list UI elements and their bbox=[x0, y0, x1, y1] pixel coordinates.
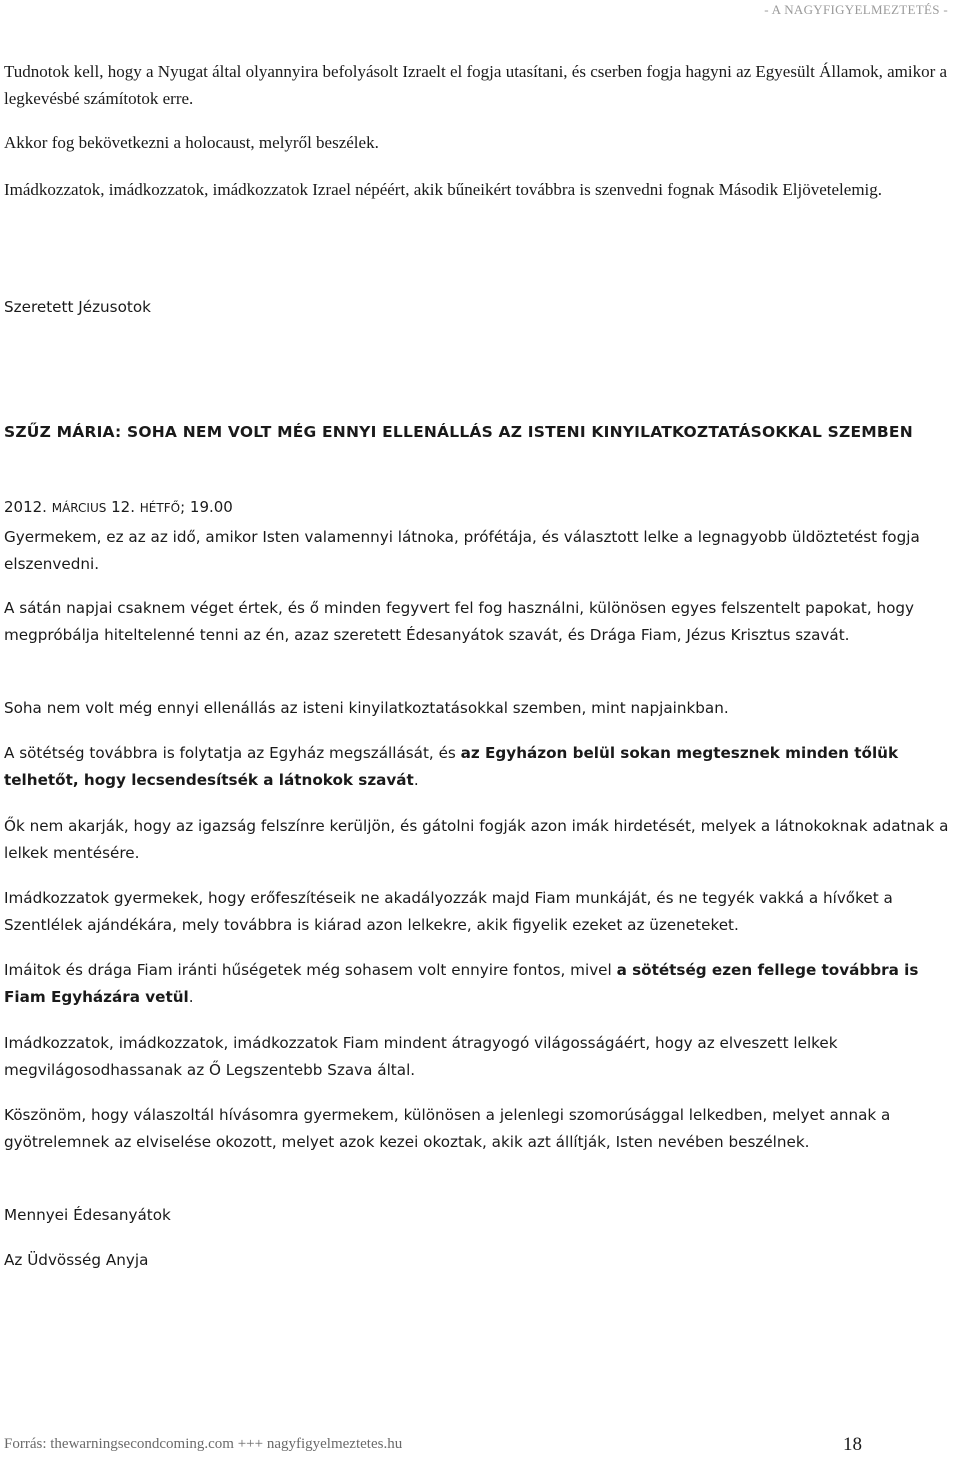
message-paragraph-9: Köszönöm, hogy válaszoltál hívásomra gyermekem, különösen a jelenlegi szomorúsággal lelkedben, melyet annak a gyötrelemnek az elviselése okozott, melyet azok kezei okoztak, akik azt állítják, Isten nevében beszélnek. bbox=[4, 1106, 891, 1151]
paragraph-7-text: Imáitok és drága Fiam iránti hűségetek még sohasem volt ennyire fontos, mivel bbox=[4, 961, 617, 979]
date-weekday: HÉTFŐ bbox=[139, 501, 181, 515]
message-paragraph-5: Ők nem akarják, hogy az igazság felszínre kerüljön, és gátolni fogják azon imák hirdetését, melyek a látnokoknak adatnak a lelkek mentésére. bbox=[4, 817, 949, 862]
message-date bbox=[4, 497, 233, 518]
date-time: ; 19.00 bbox=[180, 498, 233, 516]
closing-line-1: Mennyei Édesanyátok bbox=[4, 1206, 171, 1224]
message-paragraph-6: Imádkozzatok gyermekek, hogy erőfeszítéseik ne akadályozzák majd Fiam munkáját, és ne tegyék vakká a hívőket a Szentlélek ajándékára, mely továbbra is kiárad azon lelkekre, akik figyelik ezeket az üzeneteket. bbox=[4, 889, 893, 934]
paragraph-4-end: . bbox=[413, 771, 419, 789]
intro-paragraph-1: Tudnotok kell, hogy a Nyugat által olyannyira befolyásolt Izraelt el fogja utasítani, és cserben fogja hagyni az Egyesült Államok, amikor a legkevésbé számítotok erre. bbox=[4, 62, 948, 108]
message-paragraph-7 bbox=[4, 957, 954, 1011]
intro-signature: Szeretett Jézusotok bbox=[4, 298, 151, 316]
message-paragraph-1: Gyermekem, ez az az idő, amikor Isten valamennyi látnoka, prófétája, és választott lelke a legnagyobb üldöztetést fogja elszenvedni. bbox=[4, 528, 920, 573]
date-month: MÁRCIUS bbox=[51, 501, 107, 515]
page-number: 18 bbox=[843, 1434, 862, 1455]
message-paragraph-8: Imádkozzatok, imádkozzatok, imádkozzatok Fiam mindent átragyogó világosságáért, hogy az elveszett lelkek megvilágosodhassanak az Ő Legszentebb Szava által. bbox=[4, 1034, 838, 1079]
running-header: - A NAGYFIGYELMEZTETÉS - bbox=[764, 2, 948, 17]
footer-source: Forrás: thewarningsecondcoming.com +++ nagyfigyelmeztetes.hu bbox=[4, 1436, 403, 1452]
intro-paragraph-3: Imádkozzatok, imádkozzatok, imádkozzatok Izrael népéért, akik bűneikért továbbra is szenvedni fognak Második Eljövetelemig. bbox=[4, 180, 883, 199]
message-title: SZŰZ MÁRIA: SOHA NEM VOLT MÉG ENNYI ELLENÁLLÁS AZ ISTENI KINYILATKOZTATÁSOKKAL SZEMBEN bbox=[4, 423, 913, 441]
message-paragraph-3: Soha nem volt még ennyi ellenállás az isteni kinyilatkoztatásokkal szemben, mint napjainkban. bbox=[4, 699, 729, 717]
closing-line-2: Az Üdvösség Anyja bbox=[4, 1251, 149, 1269]
paragraph-7-end: . bbox=[188, 988, 194, 1006]
date-year: 2012. bbox=[4, 498, 47, 516]
intro-paragraph-2: Akkor fog bekövetkezni a holocaust, melyről beszélek. bbox=[4, 133, 379, 152]
message-paragraph-2: A sátán napjai csaknem véget értek, és ő minden fegyvert fel fog használni, különösen egyes felszentelt papokat, hogy megpróbálja hiteltelenné tenni az én, azaz szeretett Édesanyátok szavát, és Drága Fiam, Jézus Krisztus szavát. bbox=[4, 599, 915, 644]
paragraph-4-bold: az Egyházon belül sokan megtesznek minden tőlük telhetőt, hogy lecsendesítsék a látnokok szavát bbox=[4, 744, 899, 789]
paragraph-4-text: A sötétség továbbra is folytatja az Egyház megszállását, és bbox=[4, 744, 461, 762]
message-paragraph-4 bbox=[4, 740, 954, 794]
paragraph-7-bold: a sötétség ezen fellege továbbra is Fiam Egyházára vetül bbox=[4, 961, 919, 1006]
date-day: 12. bbox=[111, 498, 135, 516]
